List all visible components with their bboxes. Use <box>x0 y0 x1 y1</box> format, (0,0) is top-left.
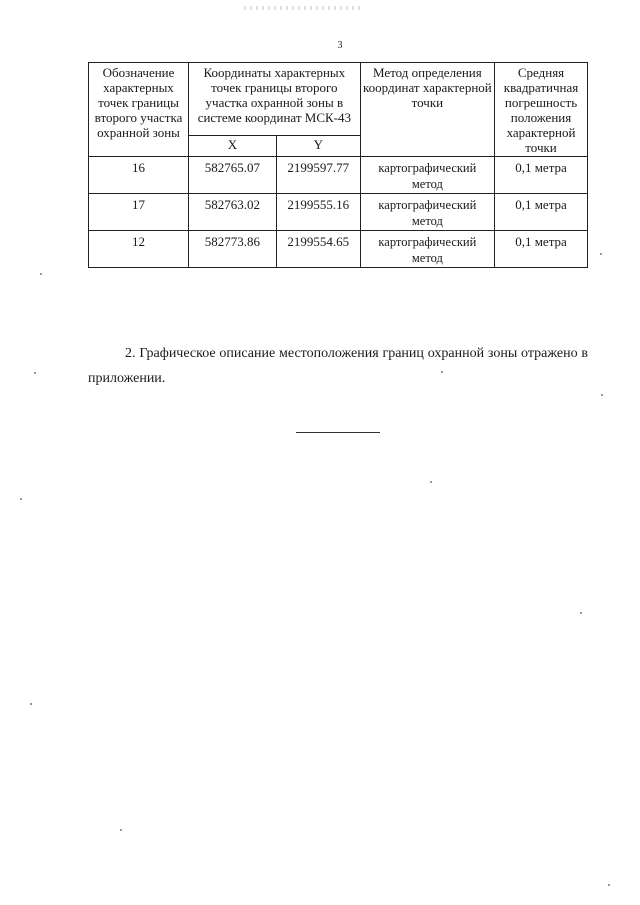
x-cell: 582765.07 <box>188 157 276 194</box>
scan-speck <box>430 481 432 483</box>
scan-speck <box>608 884 610 886</box>
scan-speck <box>601 394 603 396</box>
method-cell: картографический метод <box>360 231 494 268</box>
x-cell: 582773.86 <box>188 231 276 268</box>
scan-speck <box>600 253 602 255</box>
table-row <box>89 157 588 194</box>
y-cell: 2199555.16 <box>276 194 360 231</box>
scan-speck <box>34 372 36 374</box>
table-row <box>89 194 588 231</box>
table-header-row <box>89 63 588 136</box>
error-cell: 0,1 метра <box>495 231 588 268</box>
scan-speck <box>120 829 122 831</box>
header-error: Средняя квадратичная погрешность положения характерной точки <box>495 63 588 157</box>
point-id-cell: 16 <box>89 157 189 194</box>
y-cell: 2199554.65 <box>276 231 360 268</box>
header-x: X <box>188 136 276 157</box>
header-coordinates: Координаты характерных точек границы второго участка охранной зоны в системе координат МСК-43 <box>188 63 360 136</box>
coordinates-table <box>88 62 588 268</box>
scan-speck <box>30 703 32 705</box>
scan-speck <box>580 612 582 614</box>
scan-speck <box>20 498 22 500</box>
method-cell: картографический метод <box>360 157 494 194</box>
end-of-text-line <box>296 432 380 433</box>
header-y: Y <box>276 136 360 157</box>
error-cell: 0,1 метра <box>495 194 588 231</box>
page-number: 3 <box>337 40 343 51</box>
table-row <box>89 231 588 268</box>
point-id-cell: 17 <box>89 194 189 231</box>
scan-speck <box>40 273 42 275</box>
y-cell: 2199597.77 <box>276 157 360 194</box>
x-cell: 582763.02 <box>188 194 276 231</box>
method-cell: картографический метод <box>360 194 494 231</box>
header-point-id: Обозначение характерных точек границы второго участка охранной зоны <box>89 63 189 157</box>
body-paragraph: 2. Графическое описание местоположения границ охранной зоны отражено в приложении. <box>88 346 588 386</box>
scan-artifact <box>244 6 364 10</box>
header-method: Метод определения координат характерной точки <box>360 63 494 157</box>
point-id-cell: 12 <box>89 231 189 268</box>
scan-speck <box>441 371 443 373</box>
error-cell: 0,1 метра <box>495 157 588 194</box>
